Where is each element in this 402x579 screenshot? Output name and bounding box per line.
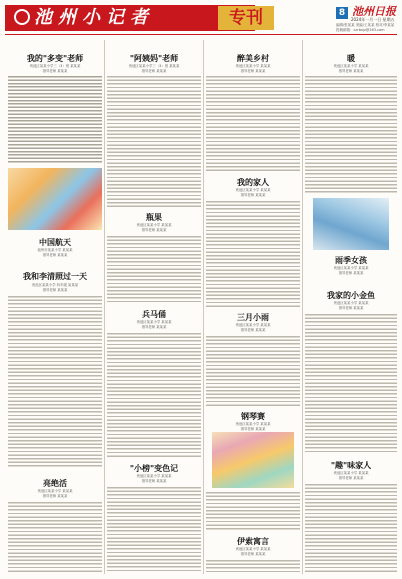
article-byline: 贵池区某某小学 某某某 指导老师 某某某 — [333, 64, 369, 73]
article-body — [107, 76, 201, 208]
article-title: "阿姨妈"老师 — [129, 53, 179, 63]
article-body — [107, 487, 201, 572]
article-title: 我的"多变"老师 — [26, 53, 84, 63]
editor-line: 编辑/张某某 美编/王某某 校对/李某某 — [336, 23, 395, 27]
article-title: 瓶果 — [146, 212, 162, 222]
article-body — [305, 76, 397, 194]
article-byline: 池州市某某小学 某某某 指导老师 某某某 — [37, 248, 73, 257]
article-body — [8, 296, 102, 468]
article-body — [8, 502, 102, 572]
page-number: 8 — [336, 7, 348, 19]
article-title: 兵马俑 — [142, 309, 166, 319]
article-title: 中国航天 — [39, 237, 71, 247]
article-body — [305, 314, 397, 454]
article-body — [206, 76, 300, 172]
article-byline: 贵池区某某小学 某某某 指导老师 某某某 — [235, 188, 271, 197]
article-title: "小榜"变色记 — [129, 463, 179, 473]
header-rule — [5, 34, 397, 35]
masthead — [0, 0, 402, 40]
article-body — [206, 201, 300, 307]
article-byline: 贵池区某某小学 某某某 指导老师 某某某 — [235, 547, 271, 556]
article-title: 三月小雨 — [237, 312, 269, 322]
article-byline: 贵池区某某小学 某某某 指导老师 某某某 — [235, 64, 271, 73]
logo-ring-icon — [14, 9, 30, 25]
article-byline: 贵池区某某小学 某某某 指导老师 某某某 — [136, 320, 172, 329]
email-line: 投稿邮箱：czrbxjz@163.com — [336, 28, 385, 32]
column-divider — [203, 40, 204, 574]
article-title: 我和李清照过一天 — [23, 271, 87, 281]
article-body — [8, 76, 102, 164]
article-byline: 贵池区某某小学 某某某 指导老师 某某某 — [235, 422, 271, 431]
article-byline: 贵池区某某小学 某某某 指导老师 某某某 — [333, 301, 369, 310]
article-title: 钢琴赛 — [241, 411, 265, 421]
article-title: 醉美乡村 — [237, 53, 269, 63]
article-byline: 贵池区某某小学 某某某 指导老师 某某某 — [235, 323, 271, 332]
column-divider — [302, 40, 303, 574]
article-body — [206, 560, 300, 572]
article-body — [206, 336, 300, 406]
article-title: 亮绝活 — [43, 478, 67, 488]
article-byline: 贵池区某某小学 四年级 某某某 指导老师 某某某 — [31, 283, 79, 292]
article-title: 我家的小金鱼 — [327, 290, 375, 300]
article-byline: 贵池区某某小学 某某某 指导老师 某某某 — [333, 266, 369, 275]
article-body — [305, 484, 397, 572]
article-title: 我的家人 — [237, 177, 269, 187]
page-title: 池州小记者 — [34, 7, 154, 28]
article-body — [206, 492, 300, 530]
child-drawing-piano — [212, 432, 294, 488]
article-title: 暖 — [347, 53, 355, 63]
special-badge: 专刊 — [218, 6, 274, 30]
child-drawing-umbrella — [313, 198, 389, 250]
article-byline: 贵池区某某小学 某某某 指导老师 某某某 — [333, 471, 369, 480]
issue-date: 2024年一月一日 星期五 — [351, 17, 395, 22]
article-title: "趣"味家人 — [330, 460, 372, 470]
column-divider — [104, 40, 105, 574]
article-body — [107, 333, 201, 459]
article-byline: 贵池区某某小学 某某某 指导老师 某某某 — [37, 489, 73, 498]
article-byline: 贵池区某某小学三（3）班 某某某 指导老师 某某某 — [128, 64, 180, 73]
article-byline: 贵池区某某小学 某某某 指导老师 某某某 — [136, 223, 172, 232]
article-byline: 贵池区某某小学三（3）班 某某某 指导老师 某某某 — [29, 64, 81, 73]
article-byline: 贵池区某某小学 某某某 指导老师 某某某 — [136, 474, 172, 483]
child-drawing-space — [8, 168, 102, 230]
article-title: 伊索寓言 — [237, 536, 269, 546]
paper-logo: 池州日报 — [352, 5, 396, 18]
article-title: 雨季女孩 — [335, 255, 367, 265]
article-body — [107, 236, 201, 304]
